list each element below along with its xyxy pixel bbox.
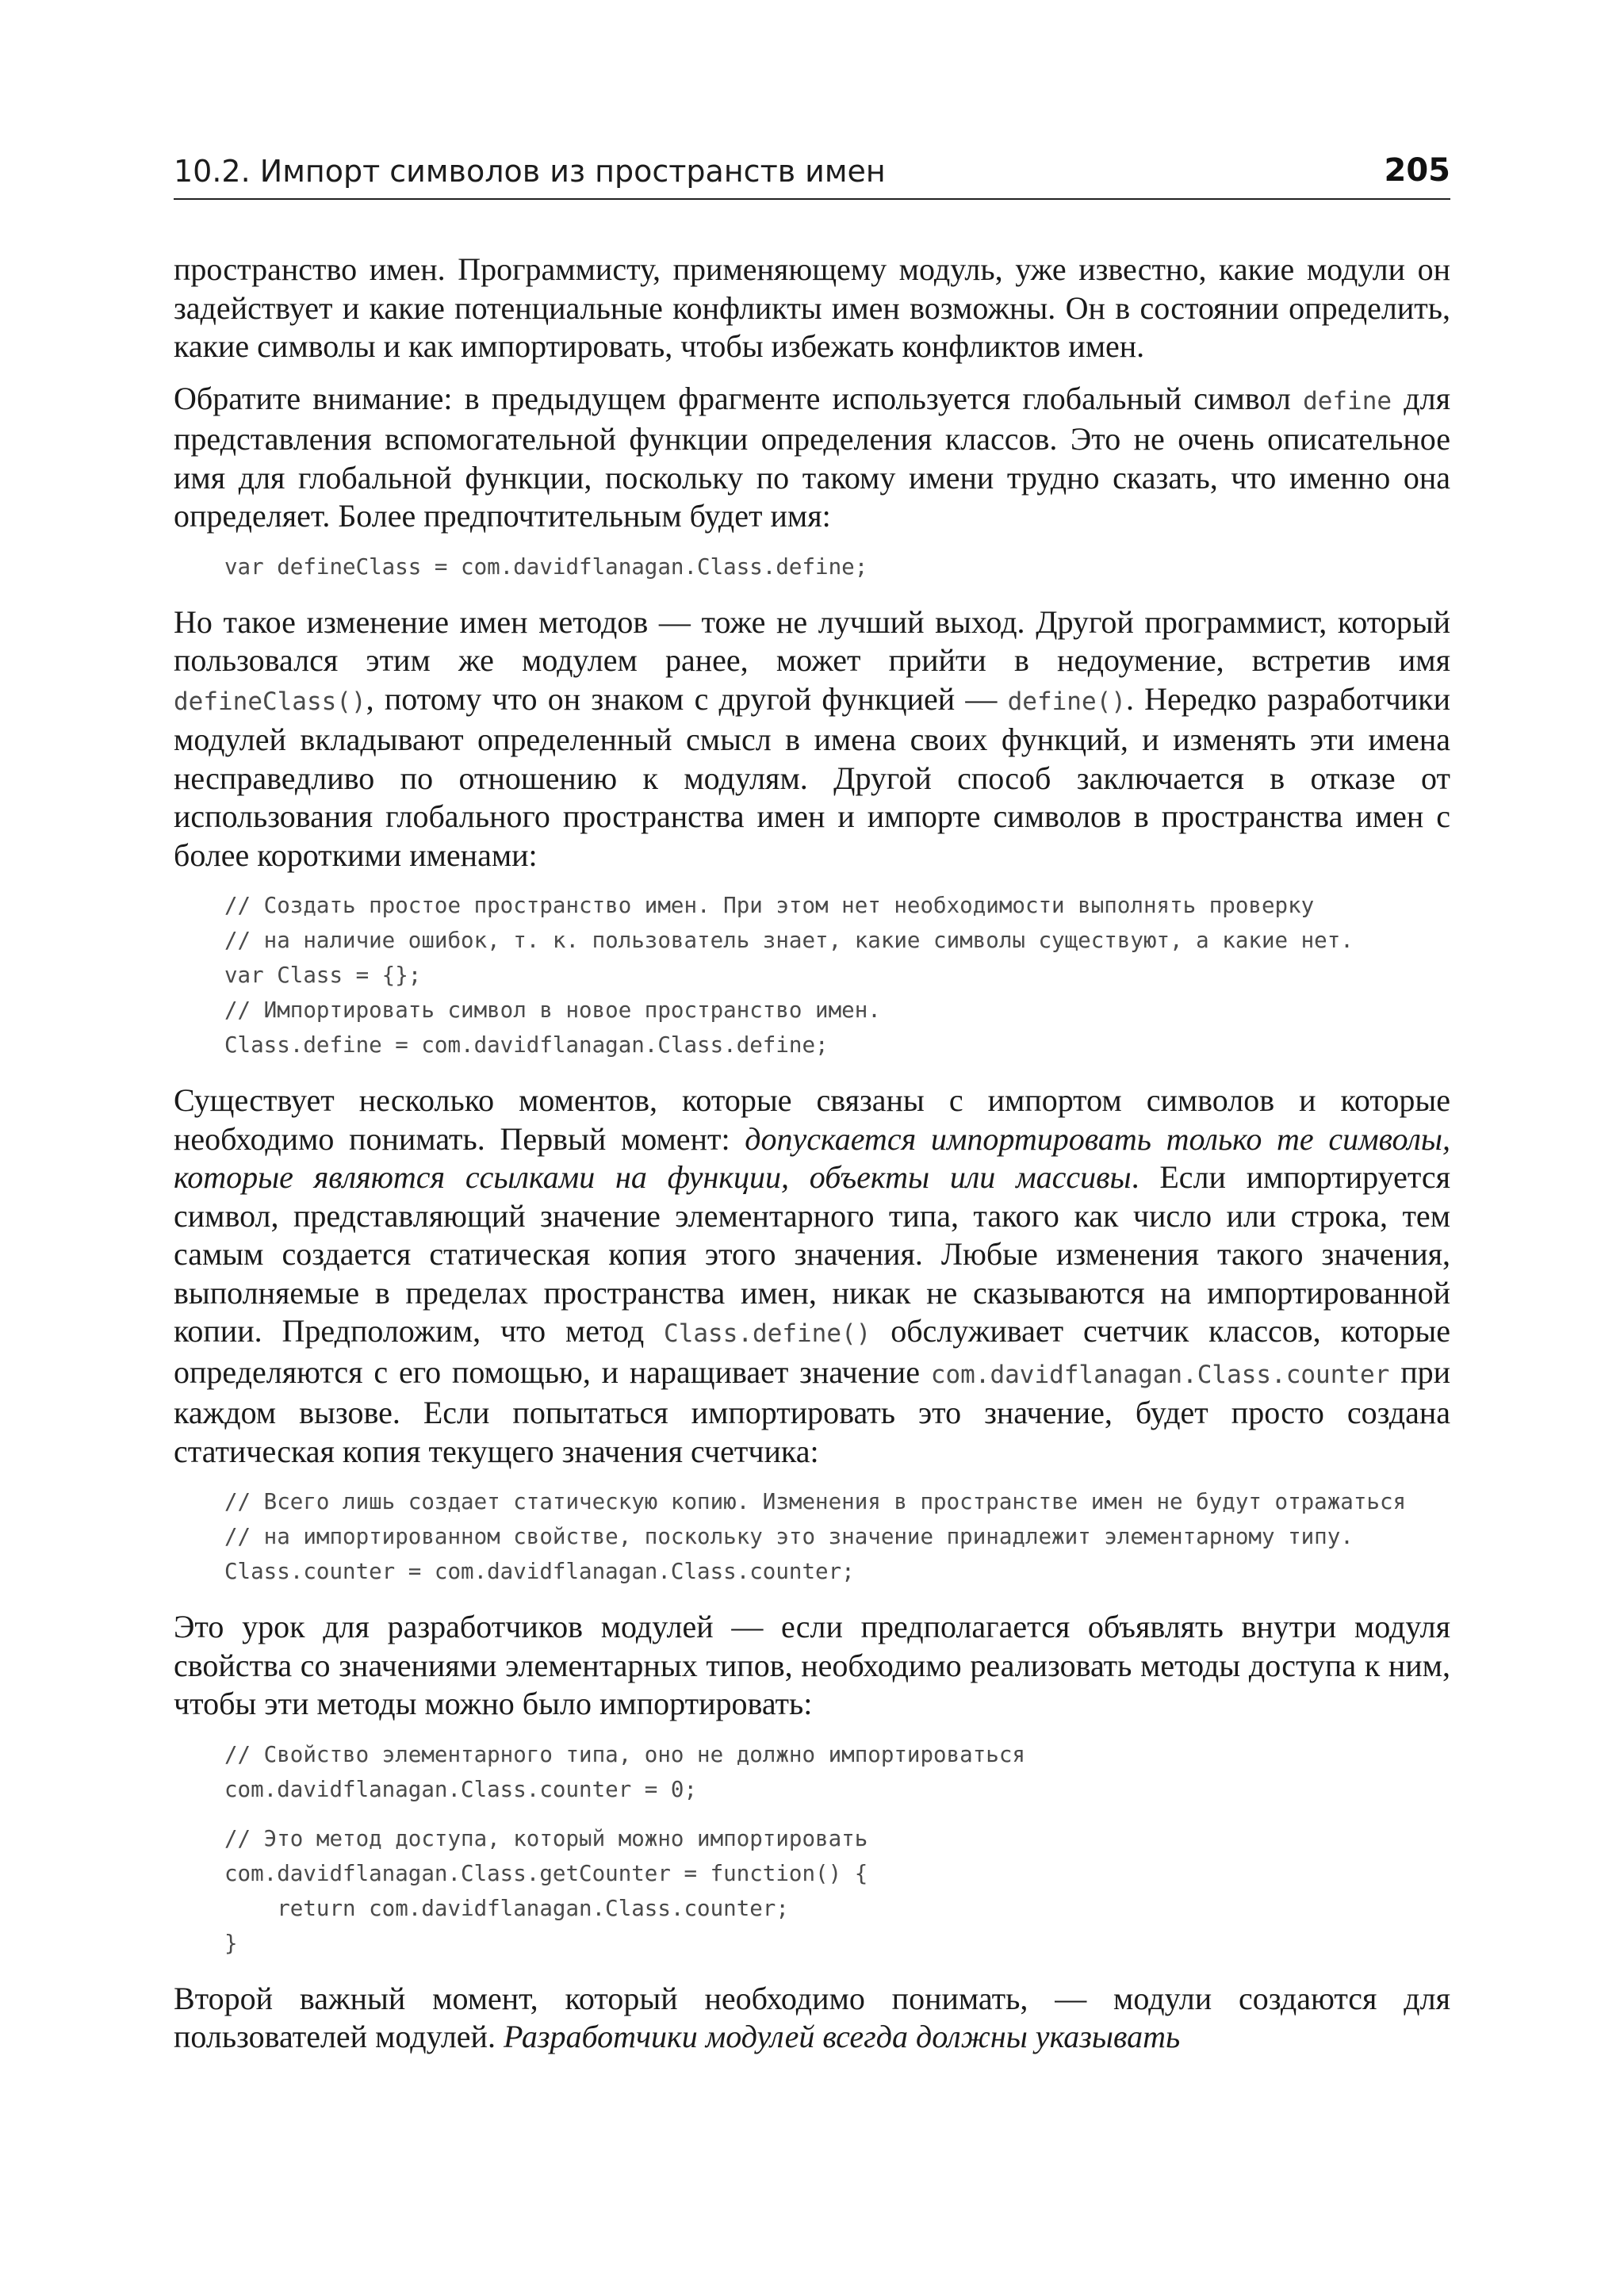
- paragraph-5: [174, 1608, 1450, 1724]
- code-line: var Class = {};: [224, 963, 422, 988]
- code-line: // Импортировать символ в новое пространство имен.: [224, 997, 881, 1023]
- code-line: Class.define = com.davidflanagan.Class.define;: [224, 1032, 829, 1058]
- code-line: }: [224, 1930, 238, 1956]
- paragraph-4-text-b: . Если импортируется символ, представляющий значение элементарного типа, такого как число или строка, тем самым создается статическая копия этого значения. Любые изменения такого значения, выполняемые в пределах пространства имен, никак не сказываются на импортированной копии. Предположим, что метод: [174, 1159, 1450, 1349]
- code-block-1: [174, 549, 1450, 584]
- paragraph-6: [174, 1980, 1450, 2057]
- paragraph-3: [174, 603, 1450, 875]
- paragraph-5-text: Это урок для разработчиков модулей — если предполагается объявлять внутри модуля свойства со значениями элементарных типов, необходимо реализовать методы доступа к ним, чтобы эти методы можно было импортировать:: [174, 1609, 1450, 1721]
- code-line: // Это метод доступа, который можно импортировать: [224, 1825, 868, 1851]
- code-line: // Всего лишь создает статическую копию. Изменения в пространстве имен не будут отражаться: [224, 1489, 1407, 1514]
- code-line: return com.davidflanagan.Class.counter;: [224, 1895, 789, 1921]
- paragraph-6-italic: Разработчики модулей всегда должны указывать: [503, 2019, 1181, 2054]
- paragraph-3-text-b: , потому что он знаком с другой функцией —: [366, 680, 1008, 717]
- paragraph-6-text-a: Второй важный момент, который необходимо понимать, — модули создаются для пользователей модулей.: [174, 1980, 1450, 2054]
- paragraph-2-text-a: Обратите внимание: в предыдущем фрагменте используется глобальный символ: [174, 380, 1304, 416]
- page-number: 205: [1384, 152, 1450, 189]
- code-line: com.davidflanagan.Class.getCounter = function() {: [224, 1860, 868, 1886]
- code-line: // на импортированном свойстве, поскольку это значение принадлежит элементарному типу.: [224, 1524, 1354, 1549]
- code-block-4: [174, 1737, 1450, 1961]
- paragraph-4-text-c: обслуживает счетчик классов, которые определяются с его помощью, и наращивает значение: [174, 1313, 1450, 1390]
- paragraph-3-text-c: . Нередко разработчики модулей вкладывают определенный смысл в имена своих функций, и изменять эти имена несправедливо по отношению к модулям. Другой способ заключается в отказе от использования глобального пространства имен и импорте символов в пространства имен с более короткими именами:: [174, 680, 1450, 873]
- code-line: var defineClass = com.davidflanagan.Class.define;: [224, 553, 868, 580]
- code-line: com.davidflanagan.Class.counter = 0;: [224, 1776, 698, 1802]
- inline-code-class-define: Class.define(): [664, 1319, 871, 1348]
- paragraph-4-text-d: при каждом вызове. Если попытаться импортировать это значение, будет просто создана статическая копия текущего значения счетчика:: [174, 1353, 1451, 1469]
- inline-code-defineclass: defineClass(): [174, 687, 366, 716]
- code-line: Class.counter = com.davidflanagan.Class.counter;: [224, 1559, 855, 1584]
- inline-code-counter: com.davidflanagan.Class.counter: [930, 1360, 1390, 1389]
- inline-code-define-call: define(): [1007, 687, 1126, 716]
- page-body: [174, 251, 1450, 2057]
- section-title: 10.2. Импорт символов из пространств имен: [174, 154, 886, 189]
- code-line: // Создать простое пространство имен. При этом нет необходимости выполнять проверку: [224, 893, 1315, 918]
- paragraph-2-text-b: для представления вспомогательной функции определения классов. Это не очень описательное имя для глобальной функции, поскольку по такому имени трудно сказать, что именно она определяет. Более предпочтительным будет имя:: [174, 380, 1450, 534]
- paragraph-1: [174, 251, 1450, 366]
- inline-code-define: define: [1303, 386, 1392, 415]
- paragraph-4-italic: допускается импортировать только те символы, которые являются ссылками на функции, объекты или массивы: [174, 1120, 1450, 1195]
- code-block-2: [174, 888, 1450, 1062]
- code-gap: [224, 1807, 1450, 1821]
- paragraph-3-text-a: Но такое изменение имен методов — тоже не лучший выход. Другой программист, который пользовался этим же модулем ранее, может прийти в недоумение, встретив имя: [174, 603, 1450, 678]
- running-header: [174, 147, 1450, 200]
- paragraph-4-text-a: Существует несколько моментов, которые связаны с импортом символов и которые необходимо понимать. Первый момент:: [174, 1082, 1450, 1157]
- code-block-3: [174, 1484, 1450, 1589]
- paragraph-2: [174, 380, 1450, 536]
- code-line: // на наличие ошибок, т. к. пользователь знает, какие символы существуют, а какие нет.: [224, 928, 1354, 953]
- code-line: // Свойство элементарного типа, оно не должно импортироваться: [224, 1741, 1025, 1767]
- paragraph-4: [174, 1081, 1450, 1471]
- paragraph-1-text: пространство имен. Программисту, применяющему модуль, уже известно, какие модули он задействует и какие потенциальные конфликты имен возможны. Он в состоянии определить, какие символы и как импортировать, чтобы избежать конфликтов имен.: [174, 251, 1450, 364]
